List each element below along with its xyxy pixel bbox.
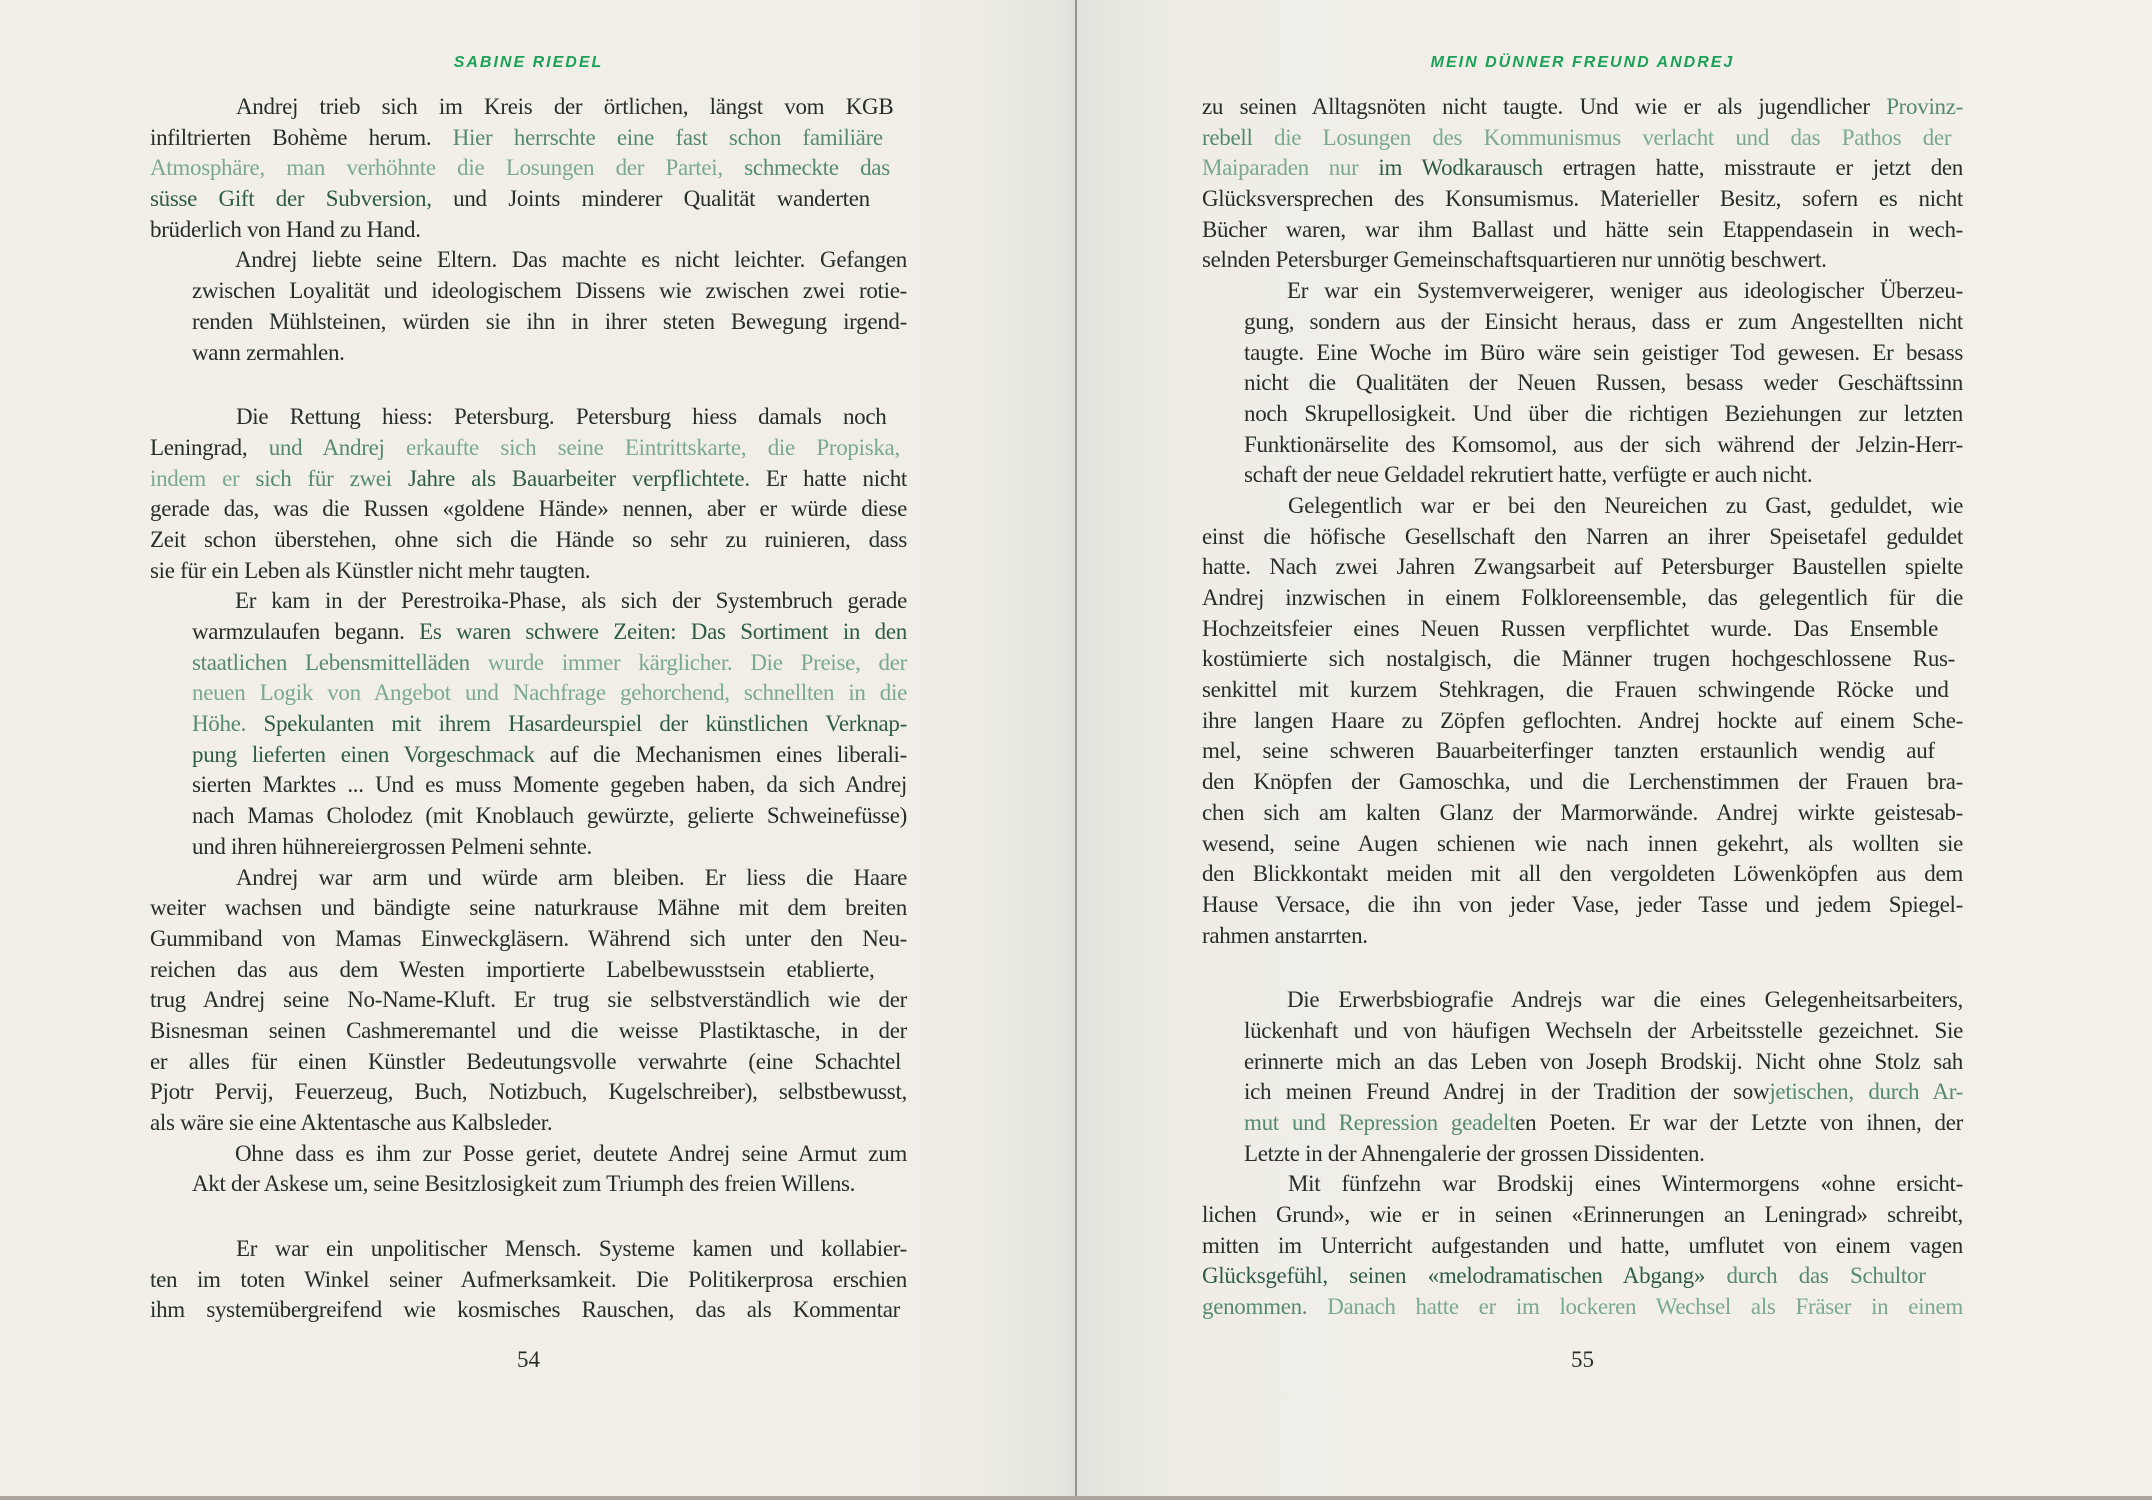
text-line [192, 245, 907, 276]
line-text [150, 1079, 907, 1104]
text-segment: Pjotr Pervij, Feuerzeug, Buch, Notizbuch, Kugelschreiber), selbstbewusst, [150, 1079, 907, 1105]
text-line [192, 276, 907, 307]
text-line [150, 1016, 907, 1047]
text-line [1244, 1016, 1963, 1047]
text-line [1244, 1108, 1963, 1139]
text-line [150, 1234, 907, 1265]
line-text [236, 94, 893, 119]
text-line [1244, 1139, 1963, 1170]
text-segment: rahmen anstarrten. [1202, 922, 1368, 948]
text-line [150, 863, 907, 894]
text-line [150, 955, 907, 986]
text-line [150, 1295, 907, 1326]
paragraph [150, 402, 907, 586]
text-segment: und Joints minderer Qualität wanderten [453, 186, 870, 212]
text-line [1202, 675, 1963, 706]
page-number-right: 55 [1571, 1347, 1594, 1372]
text-line [1202, 1200, 1963, 1231]
text-segment: wurde immer kärglicher. Die Preise, der [487, 649, 908, 675]
text-line [192, 307, 907, 338]
text-segment: senkittel mit kurzem Stehkragen, die Frauen schwingende Röcke und [1202, 677, 1949, 703]
line-text [150, 1018, 907, 1043]
text-segment: zu seinen Alltagsnöten nicht taugte. Und wie er als jugendlicher [1202, 94, 1887, 119]
line-text [236, 1236, 907, 1261]
text-line [150, 215, 907, 246]
text-line [192, 338, 907, 369]
text-segment: Gelegentlich war er bei den Neureichen zu Gast, geduldet, wie [1288, 492, 1963, 518]
line-text [150, 155, 890, 180]
text-segment: durch das Schultor [1726, 1263, 1926, 1289]
text-segment: sie für ein Leben als Künstler nicht mehr taugten. [150, 557, 591, 583]
text-line [192, 709, 907, 740]
text-line [150, 92, 907, 123]
line-text [1244, 462, 1812, 487]
text-line [1202, 859, 1963, 890]
text-segment: ten im toten Winkel seiner Aufmerksamkeit. Die Politikerprosa erschien [150, 1266, 907, 1292]
paragraph [1202, 92, 1963, 276]
line-text [235, 1141, 907, 1166]
text-line [192, 678, 907, 709]
paragraph [150, 1234, 907, 1326]
line-text [1202, 769, 1963, 794]
text-segment: Provinz- [1886, 94, 1963, 119]
text-segment: Jahre als Bauarbeiter verpflichtete. [407, 465, 766, 491]
text-line [150, 1047, 907, 1078]
text-segment: renden Mühlsteinen, würden sie ihn in ihrer steten Bewegung irgend- [192, 308, 907, 334]
text-line [1244, 276, 1963, 307]
text-segment: trug Andrej seine No-Name-Kluft. Er trug sie selbstverständlich wie der [150, 987, 907, 1013]
text-line [1202, 921, 1963, 952]
text-segment: ihre langen Haare zu Zöpfen geflochten. Andrej hockte auf einem Sche- [1202, 707, 1963, 733]
line-text [150, 1267, 907, 1292]
line-text [150, 1049, 901, 1074]
text-line [1202, 522, 1963, 553]
text-segment: en Poeten. Er war der Letzte von ihnen, der [1515, 1110, 1963, 1135]
text-segment: ich meinen Freund Andrej in der Tradition der sow [1244, 1079, 1770, 1105]
line-text [192, 772, 907, 797]
text-line [1202, 153, 1963, 184]
text-segment: sich für zwei [255, 465, 408, 491]
text-line [1202, 184, 1963, 215]
text-line [150, 1265, 907, 1296]
line-text [150, 957, 874, 982]
text-line [1202, 706, 1963, 737]
text-segment: taugte. Eine Woche im Büro wäre sein geistiger Tod gewesen. Er besass [1244, 339, 1963, 365]
text-line [150, 556, 907, 587]
text-segment: sierten Marktes ... Und es muss Momente gegeben haben, da sich Andrej [192, 772, 907, 798]
text-segment: pung lieferten einen Vorgeschmack [192, 741, 550, 767]
text-segment: noch Skrupellosigkeit. Und über die richtigen Beziehungen zur letzten [1244, 400, 1963, 426]
line-text [1202, 738, 1935, 763]
text-line [1202, 1169, 1963, 1200]
text-segment: Höhe. [192, 711, 264, 737]
line-text [150, 186, 870, 211]
text-segment: Bisnesman seinen Cashmeremantel und die weisse Plastiktasche, in der [150, 1017, 907, 1043]
page-number-left: 54 [517, 1347, 540, 1372]
line-text [150, 435, 900, 460]
text-line [1202, 552, 1963, 583]
line-text [1202, 1233, 1963, 1258]
text-line [1202, 890, 1963, 921]
line-text [1244, 1110, 1963, 1135]
text-segment: Er kam in der Perestroika-Phase, als sich der Systembruch gerade [235, 588, 907, 614]
text-segment: Hier herrschte eine fast schon familiäre [452, 124, 883, 150]
line-text [192, 711, 907, 736]
text-line [1244, 1047, 1963, 1078]
text-segment: gerade das, was die Russen «goldene Hände» nennen, aber er würde diese [150, 496, 907, 522]
text-segment: einst die höfische Gesellschaft den Narren an ihrer Speisetafel geduldet [1202, 523, 1963, 549]
text-line [192, 740, 907, 771]
text-segment: neuen Logik von Angebot und Nachfrage gehorchend, schnellten in die [192, 680, 907, 706]
text-segment: gung, sondern aus der Einsicht heraus, dass er zum Angestellten nicht [1244, 308, 1963, 334]
text-line [150, 893, 907, 924]
line-text [1202, 831, 1963, 856]
line-text [1202, 155, 1963, 180]
text-segment: ertragen hatte, misstraute er jetzt den [1562, 155, 1963, 181]
text-segment: Bücher waren, war ihm Ballast und hätte sein Etappendasein in wech- [1202, 216, 1963, 242]
text-segment: hatte. Nach zwei Jahren Zwangsarbeit auf Petersburger Baustellen spielte [1202, 554, 1963, 580]
text-segment: Funktionärselite des Komsomol, aus der sich während der Jelzin-Herr- [1244, 431, 1963, 457]
text-segment: die Losungen des Kommunismus verlacht und das Pathos der [1274, 124, 1952, 150]
text-block-left [150, 92, 907, 1326]
text-line [150, 924, 907, 955]
text-segment: Mit fünfzehn war Brodskij eines Wintermorgens «ohne ersicht- [1288, 1171, 1963, 1197]
line-text [1244, 1141, 1705, 1166]
text-line [192, 648, 907, 679]
text-segment: süsse Gift der Subversion, [150, 186, 454, 212]
line-text [235, 247, 907, 272]
line-text [150, 1110, 552, 1135]
line-text [1202, 616, 1938, 641]
text-segment: Die Erwerbsbiografie Andrejs war die eines Gelegenheitsarbeiters, [1287, 987, 1963, 1013]
line-text [1202, 554, 1963, 579]
paragraph [150, 863, 907, 1139]
line-text [1202, 923, 1368, 948]
text-segment: Ohne dass es ihm zur Posse geriet, deutete Andrej seine Armut zum [235, 1140, 907, 1166]
line-text [150, 125, 883, 150]
line-text [1202, 217, 1963, 242]
text-line [150, 494, 907, 525]
text-segment: genommen. [1202, 1294, 1328, 1320]
line-text [192, 803, 907, 828]
line-text [150, 926, 907, 951]
text-line [1202, 1261, 1963, 1292]
line-text [235, 588, 907, 613]
text-line [192, 832, 907, 863]
text-line [1202, 829, 1963, 860]
text-segment: Spekulanten mit ihrem Hasardeurspiel der künstlichen Verknap- [263, 711, 907, 737]
text-segment: Glücksversprechen des Konsumismus. Materieller Besitz, sofern es nicht [1202, 186, 1963, 212]
line-text [1202, 677, 1949, 702]
text-segment: erkaufte sich seine Eintrittskarte, die Propiska, [406, 434, 900, 460]
line-text [192, 680, 907, 705]
line-text [150, 466, 907, 491]
text-line [1202, 1292, 1963, 1323]
line-text [192, 1171, 855, 1196]
text-segment: nicht die Qualitäten der Neuen Russen, besass weder Geschäftssinn [1244, 370, 1963, 396]
text-segment: mel, seine schweren Bauarbeiterfinger tanzten erstaunlich wendig auf [1202, 738, 1935, 764]
paragraph [1244, 985, 1963, 1169]
text-segment: Gummiband von Mamas Einweckgläsern. Während sich unter den Neu- [150, 925, 907, 951]
text-segment: nach Mamas Cholodez (mit Knoblauch gewürzte, gelierte Schweinefüsse) [192, 803, 907, 829]
line-text [192, 834, 592, 859]
paragraph [1244, 276, 1963, 491]
line-text [1202, 1263, 1926, 1288]
line-text [1244, 370, 1963, 395]
line-text [192, 340, 345, 365]
text-line [192, 801, 907, 832]
line-text [1202, 646, 1955, 671]
text-segment: lückenhaft und von häufigen Wechseln der Arbeitsstelle gezeichnet. Sie [1244, 1017, 1963, 1043]
text-line [1244, 338, 1963, 369]
text-line [150, 985, 907, 1016]
text-line [1244, 368, 1963, 399]
text-line [1202, 92, 1963, 123]
text-line [150, 184, 907, 215]
text-line [1244, 460, 1963, 491]
text-segment: wesend, seine Augen schienen wie nach innen gekehrt, als wollten sie [1202, 830, 1963, 856]
paragraph [192, 1139, 907, 1200]
text-segment: Hause Versace, die ihn von jeder Vase, jeder Tasse und jedem Spiegel- [1202, 891, 1963, 917]
text-segment: zwischen Loyalität und ideologischem Dissens wie zwischen zwei rotie- [192, 278, 907, 304]
paragraph [1202, 491, 1963, 951]
text-line [192, 586, 907, 617]
text-line [1202, 614, 1963, 645]
text-line [1202, 736, 1963, 767]
text-segment: Andrej war arm und würde arm bleiben. Er liess die Haare [236, 864, 907, 890]
text-line [150, 464, 907, 495]
line-text [1244, 401, 1963, 426]
text-line [1202, 644, 1963, 675]
text-segment: und ihren hühnereiergrossen Pelmeni sehnte. [192, 833, 592, 859]
text-segment: brüderlich von Hand zu Hand. [150, 216, 421, 242]
text-segment: Andrej liebte seine Eltern. Das machte es nicht leichter. Gefangen [235, 247, 907, 273]
text-segment: Er war ein Systemverweigerer, weniger aus ideologischer Überzeu- [1287, 278, 1963, 304]
line-text [192, 650, 907, 675]
line-text [150, 496, 907, 521]
text-segment: Hochzeitsfeier eines Neuen Russen verpflichtet wurde. Das Ensemble [1202, 615, 1938, 641]
text-line [1202, 123, 1963, 154]
line-text [150, 527, 907, 552]
text-segment: schmeckte das [744, 155, 890, 181]
line-text [1202, 800, 1963, 825]
text-line [1202, 1231, 1963, 1262]
text-segment: Akt der Askese um, seine Besitzlosigkeit zum Triumph des freien Willens. [192, 1171, 856, 1197]
text-line [150, 123, 907, 154]
text-segment: indem er [150, 465, 256, 491]
text-line [1202, 491, 1963, 522]
line-text [1244, 309, 1963, 334]
text-segment: auf die Mechanismen eines liberali- [549, 741, 907, 767]
text-segment: staatlichen Lebensmittelläden [192, 649, 488, 675]
text-line [150, 153, 907, 184]
line-text [1202, 708, 1963, 733]
line-text [1202, 524, 1963, 549]
text-line [1244, 307, 1963, 338]
text-line [1202, 215, 1963, 246]
line-text [1202, 125, 1951, 150]
text-line [1244, 399, 1963, 430]
text-segment: Atmosphäre, man verhöhnte die Losungen der Partei, [150, 155, 745, 181]
line-text [1287, 278, 1963, 303]
book-gutter [1075, 0, 1077, 1500]
text-line [150, 525, 907, 556]
line-text [1244, 1018, 1963, 1043]
text-segment: warmzulaufen begann. [192, 619, 420, 644]
line-text [1287, 987, 1963, 1012]
text-segment: Maiparaden nur [1202, 155, 1379, 181]
line-text [1202, 186, 1963, 211]
text-segment: chen sich am kalten Glanz der Marmorwände. Andrej wirkte geistesab- [1202, 799, 1963, 825]
text-segment: reichen das aus dem Westen importierte Labelbewusstsein etablierte, [150, 956, 875, 982]
text-segment: lichen Grund», wie er in seinen «Erinnerungen an Leningrad» schreibt, [1202, 1202, 1963, 1228]
text-segment: Glücksgefühl, seinen «melodramatischen Abgang» [1202, 1263, 1727, 1289]
line-text [1244, 1079, 1963, 1104]
text-line [150, 1108, 907, 1139]
text-segment: ihm systemübergreifend wie kosmisches Rauschen, das als Kommentar [150, 1297, 900, 1323]
line-text [1202, 861, 1963, 886]
text-line [192, 617, 907, 648]
paragraph [1202, 1169, 1963, 1322]
text-segment: kostümierte sich nostalgisch, die Männer trugen hochgeschlossene Rus- [1202, 646, 1956, 672]
line-text [1202, 1202, 1963, 1227]
line-text [1202, 247, 1827, 272]
line-text [192, 309, 907, 334]
text-line [192, 1169, 907, 1200]
text-segment: Er war ein unpolitischer Mensch. Systeme kamen und kollabier- [236, 1236, 907, 1262]
text-segment: jetischen, durch Ar- [1769, 1079, 1963, 1105]
text-line [1202, 798, 1963, 829]
text-line [150, 433, 907, 464]
line-text [150, 217, 421, 242]
text-segment: Es waren schwere Zeiten: Das Sortiment in den [419, 619, 907, 644]
text-segment: erinnerte mich an das Leben von Joseph Brodskij. Nicht ohne Stolz sah [1244, 1048, 1963, 1074]
text-line [192, 1139, 907, 1170]
line-text [1202, 1294, 1963, 1319]
line-text [150, 987, 907, 1012]
text-segment: selnden Petersburger Gemeinschaftsquartieren nur unnötig beschwert. [1202, 247, 1827, 273]
text-segment: den Knöpfen der Gamoschka, und die Lerchenstimmen der Frauen bra- [1202, 769, 1963, 795]
text-segment: Zeit schon überstehen, ohne sich die Hände so sehr zu ruinieren, dass [150, 526, 907, 552]
text-segment: und Andrej [268, 434, 407, 460]
text-segment: Andrej inzwischen in einem Folkloreensemble, das gelegentlich für die [1202, 585, 1963, 610]
text-line [1202, 767, 1963, 798]
text-segment: im Wodkarausch [1378, 155, 1563, 181]
line-text [1288, 1171, 1963, 1196]
text-segment: Danach hatte er im lockeren Wechsel als Fräser in einem [1327, 1294, 1964, 1320]
text-block-right [1202, 92, 1963, 1323]
text-line [1244, 1077, 1963, 1108]
text-segment: mut und Repression geadelt [1244, 1110, 1516, 1135]
text-line [150, 1077, 907, 1108]
text-line [1244, 985, 1963, 1016]
line-text [1202, 585, 1963, 610]
text-segment: Leningrad, [150, 434, 269, 460]
line-text [1244, 340, 1963, 365]
line-text [236, 865, 907, 890]
text-segment: Andrej trieb sich im Kreis der örtlichen, längst vom KGB [236, 94, 894, 119]
line-text [192, 742, 907, 767]
line-text [150, 895, 907, 920]
text-segment: rebell [1202, 124, 1275, 150]
text-segment: als wäre sie eine Aktentasche aus Kalbsleder. [150, 1110, 553, 1135]
paragraph [192, 245, 907, 368]
line-text [1244, 432, 1963, 457]
line-text [192, 278, 907, 303]
text-segment: Er hatte nicht [765, 465, 907, 491]
text-line [1202, 583, 1963, 614]
line-text [150, 1297, 900, 1322]
text-line [150, 402, 907, 433]
paragraph [150, 92, 907, 245]
line-text [1244, 1049, 1963, 1074]
text-segment: wann zermahlen. [192, 339, 345, 365]
line-text [1202, 892, 1963, 917]
text-line [192, 770, 907, 801]
text-segment: Letzte in der Ahnengalerie der grossen Dissidenten. [1244, 1140, 1705, 1166]
text-segment: infiltrierten Bohème herum. [150, 124, 453, 150]
text-line [1244, 430, 1963, 461]
text-segment: mitten im Unterricht aufgestanden und hatte, umflutet von einem vagen [1202, 1232, 1963, 1258]
line-text [150, 558, 590, 583]
line-text [1202, 94, 1963, 119]
line-text [192, 619, 907, 644]
text-segment: er alles für einen Künstler Bedeutungsvolle verwahrte (eine Schachtel [150, 1048, 902, 1074]
paragraph [192, 586, 907, 862]
book-bottom-edge [0, 1496, 2152, 1500]
text-line [1202, 245, 1963, 276]
running-header-title: MEIN DÜNNER FREUND ANDREJ [1430, 54, 1735, 71]
running-header-author: SABINE RIEDEL [453, 54, 604, 71]
line-text [1288, 493, 1963, 518]
line-text [236, 404, 887, 429]
text-segment: weiter wachsen und bändigte seine naturkrause Mähne mit dem breiten [150, 895, 907, 921]
text-segment: Die Rettung hiess: Petersburg. Petersburg hiess damals noch [236, 404, 887, 430]
text-segment: schaft der neue Geldadel rekrutiert hatte, verfügte er auch nicht. [1244, 462, 1813, 488]
text-segment: den Blickkontakt meiden mit all den vergoldeten Löwenköpfen aus dem [1202, 861, 1963, 887]
